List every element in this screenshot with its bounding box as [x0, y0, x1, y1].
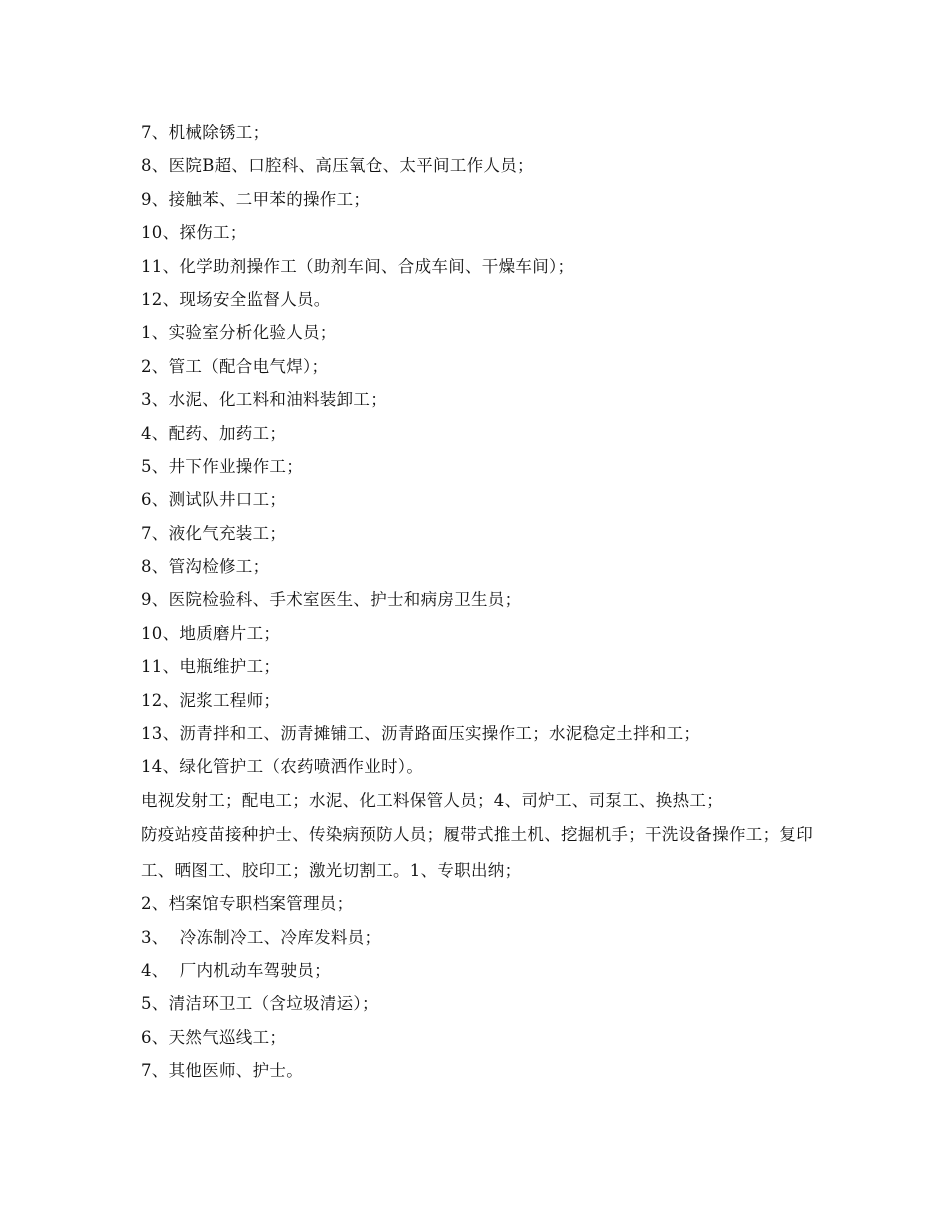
list-item: 8、医院B超、口腔科、高压氧仓、太平间工作人员； — [141, 156, 534, 176]
list-item: 12、泥浆工程师； — [141, 690, 281, 710]
list-item: 10、探伤工； — [141, 223, 247, 243]
list-item: 14、绿化管护工（农药喷洒作业时）。 — [141, 757, 424, 777]
wrapped-paragraph: 防疫站疫苗接种护士、传染病预防人员；履带式推土机、挖掘机手；干洗设备操作工；复印工、晒图工、胶印工；激光切割工。1、专职出纳； — [141, 825, 813, 881]
list-item: 5、井下作业操作工； — [141, 456, 303, 476]
list-item: 11、电瓶维护工； — [141, 657, 281, 677]
list-item: 12、现场安全监督人员。 — [141, 289, 331, 309]
list-item: 电视发射工；配电工；水泥、化工料保管人员；4、司炉工、司泵工、换热工； — [141, 790, 723, 810]
list-item: 1、实验室分析化验人员； — [141, 323, 337, 343]
list-item: 9、医院检验科、手术室医生、护士和病房卫生员； — [141, 590, 522, 610]
list-item: 5、清洁环卫工（含垃圾清运）； — [141, 994, 379, 1014]
list-item: 6、天然气巡线工； — [141, 1027, 287, 1047]
list-item: 7、其他医师、护士。 — [141, 1061, 303, 1081]
list-item: 10、地质磨片工； — [141, 623, 281, 643]
list-item: 9、接触苯、二甲苯的操作工； — [141, 189, 371, 209]
list-item: 8、管沟检修工； — [141, 557, 270, 577]
list-item: 7、机械除锈工； — [141, 123, 270, 142]
list-item: 6、测试队井口工； — [141, 490, 287, 510]
list-item: 11、化学助剂操作工（助剂车间、合成车间、干燥车间）； — [141, 256, 575, 276]
list-item: 4、 厂内机动车驾驶员； — [141, 960, 331, 980]
document-body — [141, 116, 821, 1088]
list-item: 7、液化气充装工； — [141, 523, 287, 543]
list-item: 2、管工（配合电气焊）； — [141, 356, 329, 376]
list-item: 13、沥青拌和工、沥青摊铺工、沥青路面压实操作工；水泥稳定土拌和工； — [141, 724, 701, 744]
list-item: 2、档案馆专职档案管理员； — [141, 894, 354, 914]
list-item: 3、水泥、化工料和油料装卸工； — [141, 390, 387, 410]
list-item: 3、 冷冻制冷工、冷库发料员； — [141, 927, 382, 947]
list-item: 4、配药、加药工； — [141, 423, 287, 443]
